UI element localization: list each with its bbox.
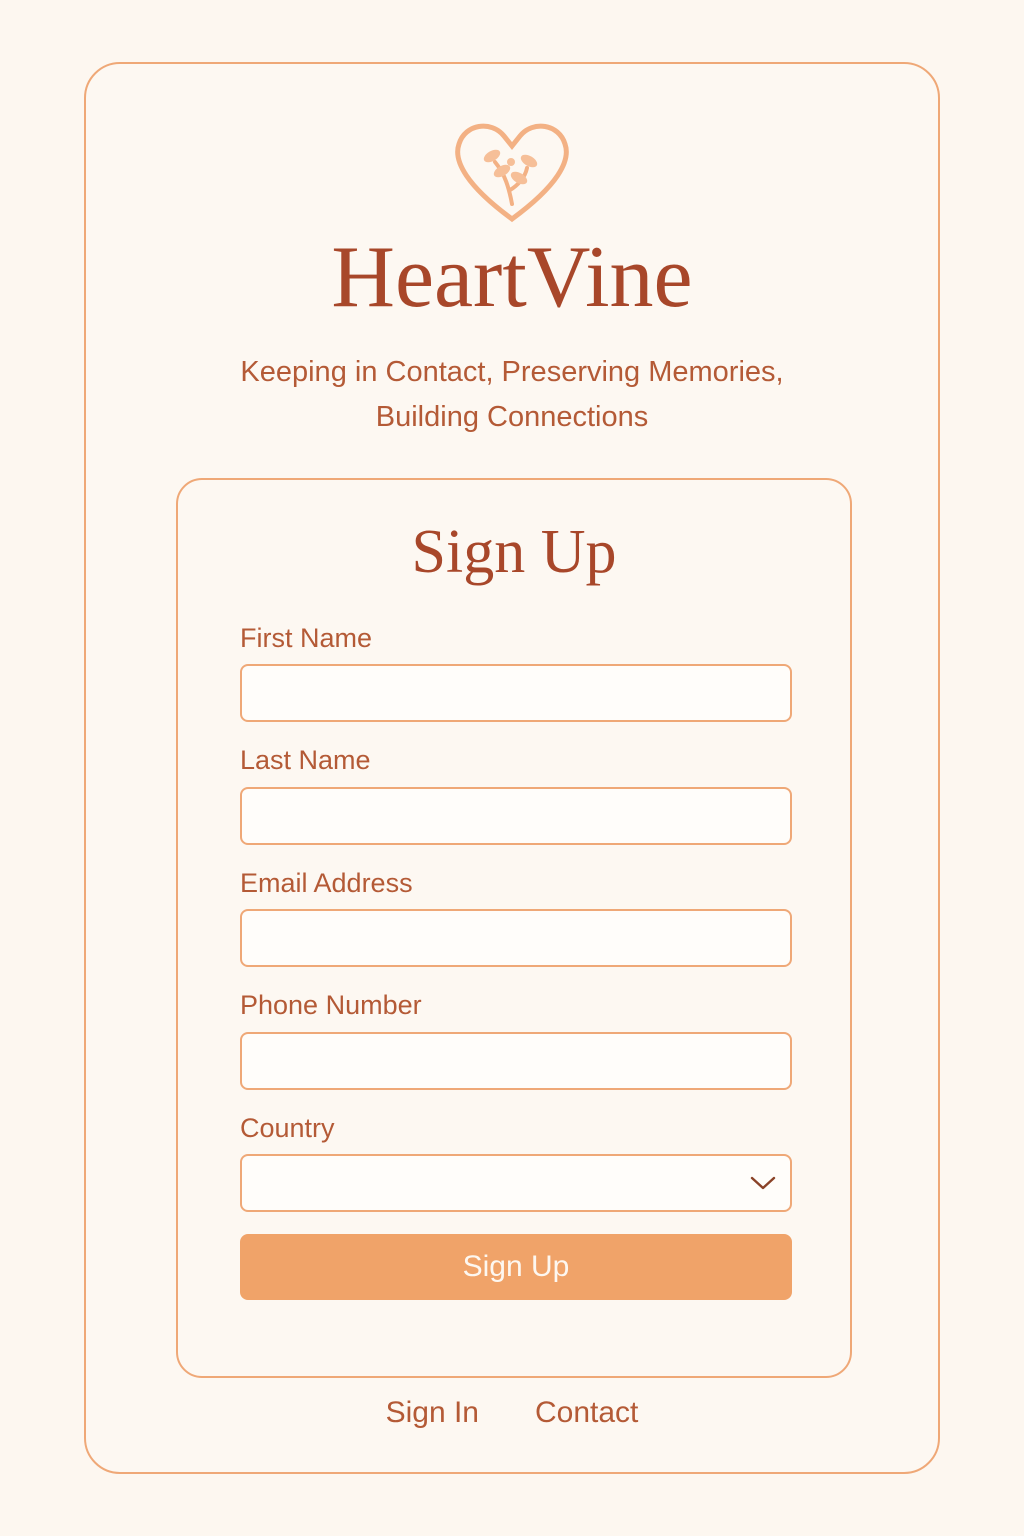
field-email-address [240,867,792,967]
brand-title: HeartVine [331,229,693,326]
form-title: Sign Up [411,518,617,586]
contact-link[interactable]: Contact [535,1396,639,1429]
signup-form [176,478,852,1378]
first-name-input[interactable] [240,664,792,722]
form-fields [240,622,792,1300]
first-name-label: First Name [240,623,373,653]
country-select-wrap [240,1154,792,1212]
logo-wrap [86,116,938,231]
phone-number-label: Phone Number [240,990,422,1021]
phone-number-input[interactable] [240,1032,792,1090]
field-country [240,1112,792,1212]
footer-links [86,1396,938,1430]
country-label: Country [240,1112,335,1143]
email-address-label: Email Address [240,867,413,898]
heart-vine-icon [447,116,577,231]
country-select[interactable] [240,1154,792,1212]
sign-in-link[interactable]: Sign In [385,1396,479,1429]
email-address-input[interactable] [240,909,792,967]
field-phone-number [240,989,792,1089]
brand-tagline: Keeping in Contact, Preserving Memories, Building Connections [240,356,784,433]
last-name-label: Last Name [240,745,371,776]
signup-card [84,62,940,1474]
field-first-name [240,622,792,722]
sign-up-button[interactable]: Sign Up [240,1234,792,1300]
field-last-name [240,744,792,844]
last-name-input[interactable] [240,787,792,845]
